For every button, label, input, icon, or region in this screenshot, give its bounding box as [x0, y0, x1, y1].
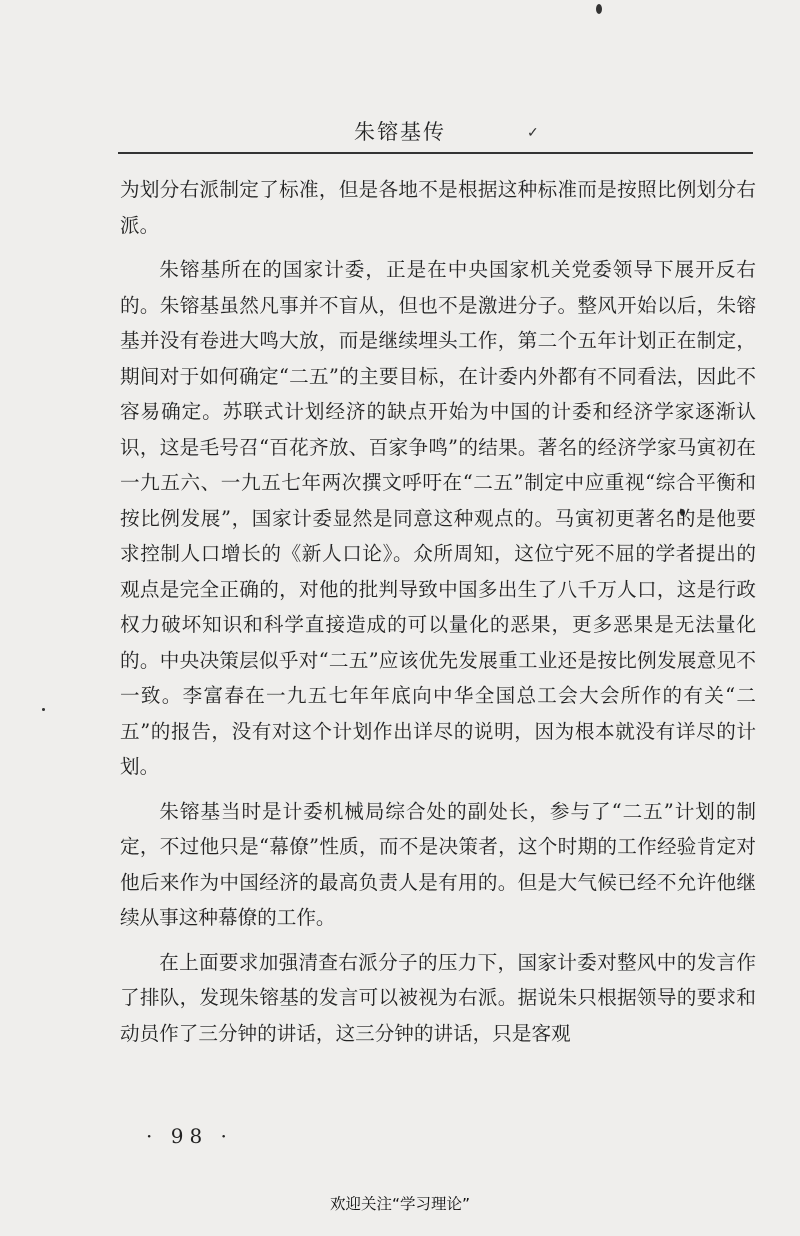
paragraph: 朱镕基当时是计委机械局综合处的副处长，参与了“二五”计划的制定，不过他只是“幕僚”性质，而不是决策者，这个时期的工作经验肯定对他后来作为中国经济的最高负责人是有用的。但是大气候已经不允许他继续从事这种幕僚的工作。: [120, 799, 756, 929]
body-text: [120, 172, 756, 1060]
paragraph: 在上面要求加强清查右派分子的压力下，国家计委对整风中的发言作了排队，发现朱镕基的发言可以被视为右派。据说朱只根据领导的要求和动员作了三分钟的讲话，这三分钟的讲话，只是客观: [120, 950, 756, 1045]
ink-speck: [596, 4, 602, 14]
paragraph-continued: 为划分右派制定了标准，但是各地不是根据这种标准而是按照比例划分右派。: [120, 178, 756, 237]
pen-tick-mark: ✓: [527, 125, 539, 141]
footer-watermark-text: 欢迎关注“学习理论”: [329, 1195, 471, 1213]
paragraph: 朱镕基所在的国家计委，正是在中央国家机关党委领导下展开反右的。朱镕基虽然凡事并不盲从，但也不是激进分子。整风开始以后，朱镕基并没有卷进大鸣大放，而是继续埋头工作，第二个五年计划正在制定，期间对于如何确定“二五”的主要目标，在计委内外都有不同看法，因此不容易确定。苏联式计划经济的缺点开始为中国的计委和经济学家逐渐认识，这是毛号召“百花齐放、百家争鸣”的结果。著名的经济学家马寅初在一九五六、一九五七年两次撰文呼吁在“二五”制定中应重视“综合平衡和按比例发展”，国家计委显然是同意这种观点的。马寅初更著名的是他要求控制人口增长的《新人口论》。众所周知，这位宁死不屈的学者提出的观点是完全正确的，对他的批判导致中国多出生了八千万人口，这是行政权力破坏知识和科学直接造成的可以量化的恶果，更多恶果是无法量化的。中央决策层似乎对“二五”应该优先发展重工业还是按比例发展意见不一致。李富春在一九五七年年底向中华全国总工会大会所作的有关“二五”的报告，没有对这个计划作出详尽的说明，因为根本就没有详尽的计划。: [120, 258, 756, 778]
header-rule: [118, 152, 753, 154]
running-head: 朱镕基传: [354, 120, 446, 144]
page-number: · 98 ·: [146, 1124, 233, 1148]
ink-speck: [42, 708, 45, 711]
